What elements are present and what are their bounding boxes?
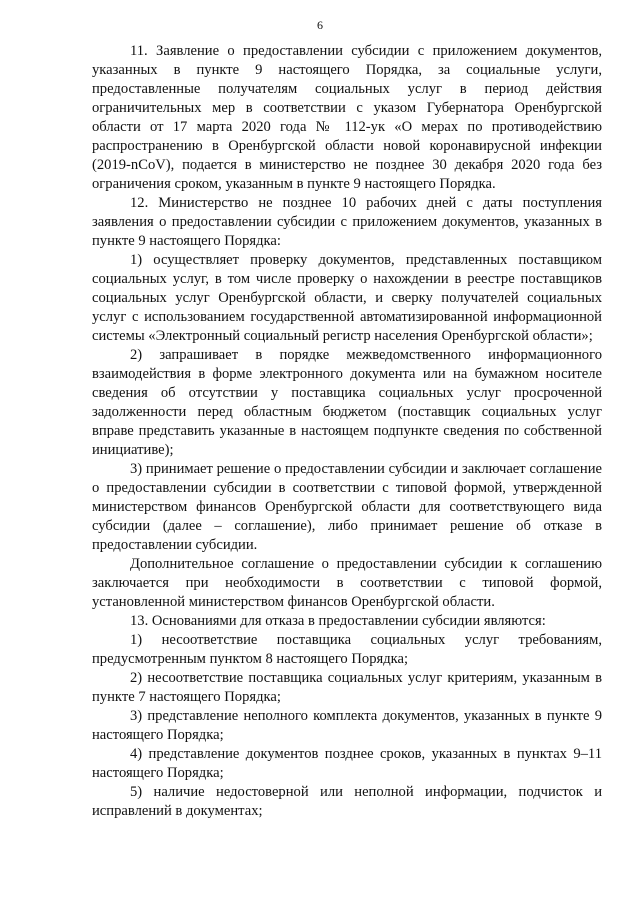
page-number: 6: [317, 18, 323, 32]
paragraph-13-item-3: 3) представление неполного комплекта документов, указанных в пункте 9 настоящего Порядка;: [92, 708, 602, 743]
paragraph-13-item-5: 5) наличие недостоверной или неполной информации, подчисток и исправлений в документах;: [92, 784, 602, 819]
document-body: [92, 42, 602, 821]
paragraph-12-item-1: 1) осуществляет проверку документов, представленных поставщиком социальных услуг, в том числе проверку о нахождении в реестре поставщиков социальных услуг Оренбургской области, и сверку получателей социальных услуг с использованием государственной автоматизированной информационной системы «Электронный социальный регистр населения Оренбургской области»;: [92, 252, 602, 344]
paragraph-12-item-2: 2) запрашивает в порядке межведомственного информационного взаимодействия в форме электронного документа или на бумажном носителе сведения об отсутствии у поставщика социальных услуг просроченной задолженности перед областным бюджетом (поставщик социальных услуг вправе представить указанные в настоящем подпункте сведения по собственной инициативе);: [92, 347, 602, 458]
paragraph-13-item-4: 4) представление документов позднее сроков, указанных в пунктах 9–11 настоящего Порядка;: [92, 746, 602, 781]
paragraph-13-item-1: 1) несоответствие поставщика социальных услуг требованиям, предусмотренным пунктом 8 настоящего Порядка;: [92, 632, 602, 667]
paragraph-11: 11. Заявление о предоставлении субсидии с приложением документов, указанных в пункте 9 настоящего Порядка, за социальные услуги, предоставленные получателям социальных услуг в период действия ограничительных мер в соответствии с указом Губернатора Оренбургской области от 17 марта 2020 года № 112-ук «О мерах по противодействию распространению в Оренбургской области новой коронавирусной инфекции (2019-nCoV), подается в министерство не позднее 30 декабря 2020 года без ограничения сроком, указанным в пункте 9 настоящего Порядка.: [92, 43, 602, 192]
paragraph-13: 13. Основаниями для отказа в предоставлении субсидии являются:: [130, 613, 546, 629]
paragraph-additional-agreement: Дополнительное соглашение о предоставлении субсидии к соглашению заключается при необходимости в соответствии с типовой формой, установленной министерством финансов Оренбургской области.: [92, 556, 602, 610]
paragraph-12-item-3: 3) принимает решение о предоставлении субсидии и заключает соглашение о предоставлении субсидии в соответствии с типовой формой, утвержденной министерством финансов Оренбургской области для соответствующего вида субсидии (далее – соглашение), либо принимает решение об отказе в предоставлении субсидии.: [92, 461, 602, 553]
paragraph-12: 12. Министерство не позднее 10 рабочих дней с даты поступления заявления о предоставлении субсидии с приложением документов, указанных в пункте 9 настоящего Порядка:: [92, 195, 602, 249]
paragraph-13-item-2: 2) несоответствие поставщика социальных услуг критериям, указанным в пункте 7 настоящего Порядка;: [92, 670, 602, 705]
